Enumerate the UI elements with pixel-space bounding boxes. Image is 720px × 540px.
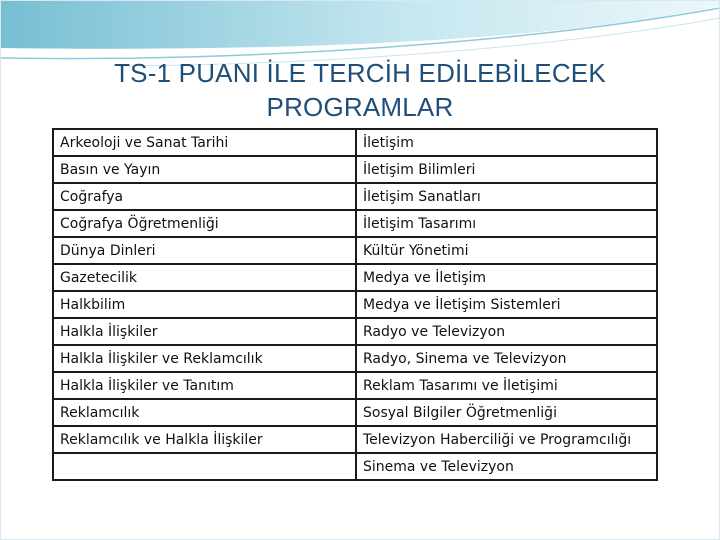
table-row (53, 345, 657, 372)
program-cell-right: Reklam Tasarımı ve İletişimi (356, 372, 657, 399)
program-cell-left: Gazetecilik (53, 264, 356, 291)
program-cell-left: Halkbilim (53, 291, 356, 318)
table-row (53, 426, 657, 453)
slide-title-line-1: TS-1 PUANI İLE TERCİH EDİLEBİLECEK (114, 58, 606, 88)
program-cell-right: Sinema ve Televizyon (356, 453, 657, 480)
table-row (53, 318, 657, 345)
program-cell-left: Reklamcılık (53, 399, 356, 426)
program-cell-right: İletişim Tasarımı (356, 210, 657, 237)
program-cell-left: Coğrafya Öğretmenliği (53, 210, 356, 237)
program-cell-left (53, 453, 356, 480)
program-cell-right: Televizyon Haberciliği ve Programcılığı (356, 426, 657, 453)
programs-table-body (53, 129, 657, 480)
program-cell-left: Reklamcılık ve Halkla İlişkiler (53, 426, 356, 453)
program-cell-right: Sosyal Bilgiler Öğretmenliği (356, 399, 657, 426)
program-cell-left: Halkla İlişkiler (53, 318, 356, 345)
programs-table (52, 128, 658, 481)
table-row (53, 264, 657, 291)
table-row (53, 291, 657, 318)
slide-title-line-2: PROGRAMLAR (266, 92, 454, 122)
program-cell-right: Medya ve İletişim Sistemleri (356, 291, 657, 318)
program-cell-right: İletişim Bilimleri (356, 156, 657, 183)
table-row (53, 372, 657, 399)
program-cell-left: Arkeoloji ve Sanat Tarihi (53, 129, 356, 156)
table-row (53, 129, 657, 156)
table-row (53, 399, 657, 426)
program-cell-right: Radyo, Sinema ve Televizyon (356, 345, 657, 372)
program-cell-right: Radyo ve Televizyon (356, 318, 657, 345)
program-cell-right: Kültür Yönetimi (356, 237, 657, 264)
program-cell-left: Basın ve Yayın (53, 156, 356, 183)
program-cell-left: Coğrafya (53, 183, 356, 210)
program-cell-left: Halkla İlişkiler ve Reklamcılık (53, 345, 356, 372)
program-cell-right: İletişim (356, 129, 657, 156)
table-row (53, 183, 657, 210)
program-cell-right: İletişim Sanatları (356, 183, 657, 210)
slide-title (60, 56, 660, 124)
table-row (53, 156, 657, 183)
table-row (53, 210, 657, 237)
table-row (53, 453, 657, 480)
program-cell-right: Medya ve İletişim (356, 264, 657, 291)
program-cell-left: Dünya Dinleri (53, 237, 356, 264)
program-cell-left: Halkla İlişkiler ve Tanıtım (53, 372, 356, 399)
table-row (53, 237, 657, 264)
